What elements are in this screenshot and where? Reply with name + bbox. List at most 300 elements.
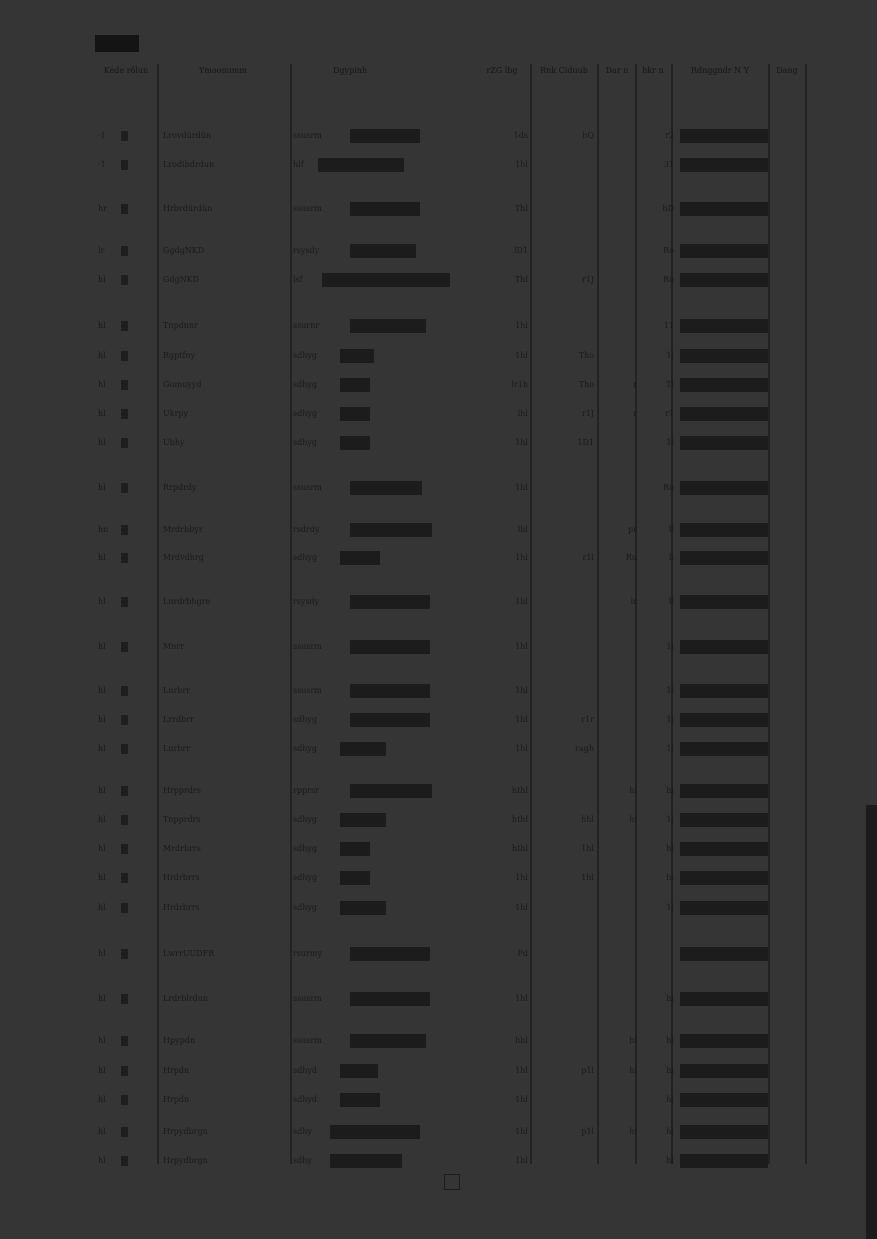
row-name: Lrodibdrdun — [163, 160, 215, 169]
row-name: Lnrbrr — [163, 744, 191, 753]
table-row[interactable] — [0, 710, 877, 730]
row-file: sdhyg — [293, 844, 318, 853]
file-bar — [350, 640, 430, 654]
row-name: Lrovdúrdün — [163, 131, 211, 140]
row-file: ssusrm — [293, 131, 322, 140]
row-b: r2 — [665, 131, 674, 140]
status-bar — [680, 742, 768, 756]
row-file: rsdrdy — [293, 525, 320, 534]
file-bar — [340, 901, 386, 915]
status-bar — [680, 713, 768, 727]
row-name: Hrpdn — [163, 1095, 190, 1104]
row-a: Ru — [625, 553, 637, 562]
row-b: 1l — [666, 642, 674, 651]
row-size: hthl — [511, 844, 528, 853]
row-size: 1hl — [515, 351, 528, 360]
row-date: p1l — [581, 1127, 594, 1136]
table-row[interactable] — [0, 592, 877, 612]
row-checkbox[interactable] — [121, 815, 128, 825]
row-size: 1ds — [513, 131, 528, 140]
row-size: Thl — [514, 204, 528, 213]
row-size: 1hl — [515, 1095, 528, 1104]
row-date: r1J — [581, 275, 594, 284]
row-checkbox[interactable] — [121, 1066, 128, 1076]
row-name: Mrdrbrrs — [163, 844, 201, 853]
table-row[interactable] — [0, 898, 877, 918]
status-bar — [680, 319, 768, 333]
row-checkbox[interactable] — [121, 525, 128, 535]
status-bar — [680, 1064, 768, 1078]
row-index: hl — [98, 994, 106, 1003]
status-bar — [680, 378, 768, 392]
row-checkbox[interactable] — [121, 275, 128, 285]
row-size: 1hl — [515, 903, 528, 912]
row-b: Ro — [663, 275, 674, 284]
row-b: 1l — [666, 903, 674, 912]
header-size: rZG lbg — [486, 66, 518, 75]
row-index: hl — [98, 1095, 106, 1104]
row-b: hl — [666, 873, 674, 882]
file-bar — [340, 813, 386, 827]
row-b: 1l — [666, 351, 674, 360]
row-file: ssusrm — [293, 204, 322, 213]
row-index: ·1 — [98, 131, 106, 140]
row-checkbox[interactable] — [121, 553, 128, 563]
table-row[interactable] — [0, 868, 877, 888]
row-file: lsf — [293, 275, 303, 284]
row-a: hl — [629, 1127, 637, 1136]
row-b: hl — [666, 1127, 674, 1136]
row-b: 1l — [666, 715, 674, 724]
table-row[interactable] — [0, 1090, 877, 1110]
row-size: 1hl — [515, 873, 528, 882]
row-size: 1hl — [515, 1127, 528, 1136]
row-a: hl — [629, 786, 637, 795]
table-row[interactable] — [0, 1122, 877, 1142]
status-bar — [680, 784, 768, 798]
row-index: lr — [98, 246, 105, 255]
header-name: Ymoonumm — [199, 66, 247, 75]
row-size: hthl — [511, 815, 528, 824]
row-b: Tl — [666, 380, 674, 389]
table-row[interactable] — [0, 1031, 877, 1051]
row-name: Hrbrdúrdün — [163, 204, 213, 213]
row-file: sdhyg — [293, 815, 318, 824]
table-row[interactable] — [0, 375, 877, 395]
status-bar — [680, 551, 768, 565]
row-checkbox[interactable] — [121, 1036, 128, 1046]
row-index: hl — [98, 1127, 106, 1136]
status-bar — [680, 595, 768, 609]
status-bar — [680, 523, 768, 537]
table-row[interactable] — [0, 781, 877, 801]
row-a: hl — [629, 1036, 637, 1045]
row-name: Hrpydbrgn — [163, 1127, 208, 1136]
row-index: hl — [98, 597, 106, 606]
file-bar — [340, 551, 380, 565]
row-name: Tnpprdrs — [163, 815, 201, 824]
row-index: hl — [98, 949, 106, 958]
row-checkbox[interactable] — [121, 1156, 128, 1166]
file-bar — [350, 129, 420, 143]
file-bar — [350, 713, 430, 727]
row-name: Rgptfny — [163, 351, 196, 360]
row-file: sdhyd — [293, 1095, 318, 1104]
status-bar — [680, 202, 768, 216]
row-size: lhl — [517, 409, 528, 418]
row-name: Hrdrbrrs — [163, 873, 200, 882]
row-checkbox[interactable] — [121, 844, 128, 854]
header-b: hkr n — [642, 66, 664, 75]
row-checkbox[interactable] — [121, 409, 128, 419]
row-checkbox[interactable] — [121, 1095, 128, 1105]
status-bar — [680, 1034, 768, 1048]
row-size: 1hl — [515, 686, 528, 695]
status-bar — [680, 640, 768, 654]
status-bar — [680, 1154, 768, 1168]
row-file: sdhyg — [293, 553, 318, 562]
row-file: ssurnr — [293, 321, 320, 330]
table-row[interactable] — [0, 637, 877, 657]
row-name: Lrrdbrr — [163, 715, 194, 724]
row-index: hl — [98, 321, 106, 330]
row-file: ssusrm — [293, 686, 322, 695]
table-row[interactable] — [0, 548, 877, 568]
row-size: 1hl — [515, 1156, 528, 1165]
row-b: hl — [666, 1156, 674, 1165]
file-bar — [350, 523, 432, 537]
status-bar — [680, 273, 768, 287]
file-bar — [340, 742, 386, 756]
row-a: lr — [630, 597, 637, 606]
row-index: hl — [98, 873, 106, 882]
file-bar — [340, 349, 374, 363]
table-row[interactable] — [0, 839, 877, 859]
file-bar — [340, 1064, 378, 1078]
row-size: 1hl — [515, 438, 528, 447]
row-file: sdhyg — [293, 873, 318, 882]
file-bar — [350, 1034, 426, 1048]
table-row[interactable] — [0, 739, 877, 759]
row-size: lr1h — [511, 380, 528, 389]
file-bar — [350, 244, 416, 258]
row-size: 1hl — [515, 321, 528, 330]
row-index: hl — [98, 642, 106, 651]
row-checkbox[interactable] — [121, 642, 128, 652]
row-file: sdhyd — [293, 1066, 318, 1075]
row-index: hl — [98, 438, 106, 447]
file-bar — [330, 1125, 420, 1139]
row-checkbox[interactable] — [121, 483, 128, 493]
row-name: Mrdrbbyr — [163, 525, 203, 534]
file-bar — [340, 1093, 380, 1107]
row-index: hl — [98, 483, 106, 492]
row-a: hl — [629, 1066, 637, 1075]
row-checkbox[interactable] — [121, 351, 128, 361]
file-bar — [350, 992, 430, 1006]
row-index: hl — [98, 715, 106, 724]
status-bar — [680, 1125, 768, 1139]
file-bar — [350, 481, 422, 495]
status-bar — [680, 992, 768, 1006]
table-row[interactable] — [0, 270, 877, 290]
row-a: pr — [628, 525, 637, 534]
header-a: Dar n — [605, 66, 629, 75]
row-index: hl — [98, 409, 106, 418]
row-index: hl — [98, 1066, 106, 1075]
row-size: 1hl — [515, 994, 528, 1003]
status-bar — [680, 158, 768, 172]
row-date: r1J — [581, 409, 594, 418]
row-name: Hrdrbrrs — [163, 903, 200, 912]
row-name: GdgNKD — [163, 275, 200, 284]
row-size: 1hl — [515, 715, 528, 724]
header-flag: Dang — [776, 66, 798, 75]
status-bar — [680, 901, 768, 915]
row-checkbox[interactable] — [121, 686, 128, 696]
row-checkbox[interactable] — [121, 380, 128, 390]
row-date: 1hl — [581, 844, 594, 853]
row-checkbox[interactable] — [121, 321, 128, 331]
row-checkbox[interactable] — [121, 438, 128, 448]
row-checkbox[interactable] — [121, 715, 128, 725]
row-file: rsysdy — [293, 246, 320, 255]
table-row[interactable] — [0, 433, 877, 453]
page-number — [444, 1174, 460, 1190]
status-bar — [680, 947, 768, 961]
row-file: ssusrm — [293, 642, 322, 651]
table-row[interactable] — [0, 989, 877, 1009]
table-row[interactable] — [0, 944, 877, 964]
row-size: Pd — [517, 949, 528, 958]
table-row[interactable] — [0, 681, 877, 701]
status-bar — [680, 481, 768, 495]
row-checkbox[interactable] — [121, 246, 128, 256]
file-bar — [350, 684, 430, 698]
table-row[interactable] — [0, 241, 877, 261]
row-index: hl — [98, 275, 106, 284]
row-file: ssusrm — [293, 994, 322, 1003]
row-name: Gumuyyd — [163, 380, 202, 389]
file-bar — [350, 202, 420, 216]
row-size: 1hl — [515, 160, 528, 169]
row-checkbox[interactable] — [121, 949, 128, 959]
row-checkbox[interactable] — [121, 786, 128, 796]
row-b: ll — [668, 553, 674, 562]
row-date: Tho — [578, 380, 594, 389]
row-date: hhl — [581, 815, 594, 824]
status-bar — [680, 813, 768, 827]
row-checkbox[interactable] — [121, 160, 128, 170]
file-bar — [340, 378, 370, 392]
row-name: Ubhy — [163, 438, 185, 447]
table-row[interactable] — [0, 126, 877, 146]
row-checkbox[interactable] — [121, 994, 128, 1004]
status-bar — [680, 436, 768, 450]
row-index: hl — [98, 844, 106, 853]
section-tag — [95, 35, 139, 52]
row-name: Hrpydbrgn — [163, 1156, 208, 1165]
row-date: hQ — [582, 131, 594, 140]
row-checkbox[interactable] — [121, 903, 128, 913]
row-size: hthl — [511, 786, 528, 795]
row-name: Rrpdrdy — [163, 483, 197, 492]
row-name: Mrdvdhrg — [163, 553, 204, 562]
table-row[interactable] — [0, 155, 877, 175]
row-size: hhl — [515, 1036, 528, 1045]
row-date: r1r — [581, 715, 594, 724]
row-index: hl — [98, 903, 106, 912]
table-row[interactable] — [0, 199, 877, 219]
file-bar — [340, 407, 370, 421]
row-index: hl — [98, 351, 106, 360]
file-bar — [340, 871, 370, 885]
row-size: 1hl — [515, 553, 528, 562]
table-row[interactable] — [0, 810, 877, 830]
header-file: Dgypinh — [332, 66, 368, 75]
row-date: ragh — [575, 744, 594, 753]
file-bar — [340, 842, 370, 856]
row-a: r — [633, 380, 637, 389]
row-index: hn — [98, 525, 109, 534]
row-b: 11 — [663, 321, 674, 330]
status-bar — [680, 244, 768, 258]
row-file: sdhyg — [293, 438, 318, 447]
row-file: rsurmy — [293, 949, 323, 958]
row-file: ssusrm — [293, 1036, 322, 1045]
status-bar — [680, 684, 768, 698]
file-bar — [340, 436, 370, 450]
row-name: Lrdrblrdun — [163, 994, 209, 1003]
row-size: 1hl — [515, 642, 528, 651]
row-b: 1l — [666, 438, 674, 447]
row-name: Hrpprdrs — [163, 786, 201, 795]
row-size: 1hl — [515, 483, 528, 492]
row-size: 1hl — [515, 744, 528, 753]
row-checkbox[interactable] — [121, 597, 128, 607]
row-b: Ro — [663, 246, 674, 255]
row-file: ssusrm — [293, 483, 322, 492]
row-file: rsysdy — [293, 597, 320, 606]
row-name: Hrpdn — [163, 1066, 190, 1075]
table-row[interactable] — [0, 346, 877, 366]
table-row[interactable] — [0, 316, 877, 336]
row-index: hl — [98, 1156, 106, 1165]
file-bar — [330, 1154, 402, 1168]
row-name: LwrrUUDFR — [163, 949, 215, 958]
row-b: hl — [666, 1066, 674, 1075]
row-name: Ukrpy — [163, 409, 189, 418]
row-size: 1hl — [515, 597, 528, 606]
row-index: hl — [98, 380, 106, 389]
row-name: Lnrbrr — [163, 686, 191, 695]
row-checkbox[interactable] — [121, 744, 128, 754]
row-b: 31 — [663, 160, 674, 169]
row-date: r1l — [582, 553, 594, 562]
row-a: hl — [629, 815, 637, 824]
row-date: 1hl — [581, 873, 594, 882]
table-row[interactable] — [0, 1061, 877, 1081]
row-name: GgdgNKD — [163, 246, 205, 255]
status-bar — [680, 129, 768, 143]
row-b: 1l — [666, 744, 674, 753]
file-bar — [350, 319, 426, 333]
row-date: 1D1 — [577, 438, 594, 447]
row-index: ·1 — [98, 160, 106, 169]
status-bar — [680, 842, 768, 856]
row-checkbox[interactable] — [121, 1127, 128, 1137]
row-index: hr — [98, 204, 107, 213]
row-b: r1 — [665, 409, 674, 418]
row-file: sdhyg — [293, 715, 318, 724]
row-file: sdhyg — [293, 409, 318, 418]
row-name: Hpypdn — [163, 1036, 196, 1045]
row-b: 1l — [666, 815, 674, 824]
row-file: sdhyg — [293, 903, 318, 912]
row-checkbox[interactable] — [121, 131, 128, 141]
row-file: rpprsr — [293, 786, 319, 795]
row-name: Lnrdrbhgre — [163, 597, 211, 606]
row-size: lhl — [517, 525, 528, 534]
row-b: 1l — [666, 686, 674, 695]
file-bar — [350, 595, 430, 609]
file-bar — [318, 158, 404, 172]
row-b: hl — [666, 786, 674, 795]
status-bar — [680, 1093, 768, 1107]
row-b: ll — [668, 525, 674, 534]
row-name: Mnrr — [163, 642, 184, 651]
row-b: hl — [666, 1095, 674, 1104]
row-file: sdhyg — [293, 351, 318, 360]
row-name: Tnpdnnr — [163, 321, 198, 330]
row-index: hl — [98, 815, 106, 824]
row-b: hl — [666, 844, 674, 853]
file-bar — [350, 947, 430, 961]
file-bar — [350, 784, 432, 798]
row-file: sdhyg — [293, 380, 318, 389]
header-date: Rnk Ciduub — [540, 66, 588, 75]
table-row[interactable] — [0, 1151, 877, 1171]
row-b: hD — [662, 204, 674, 213]
table-row[interactable] — [0, 404, 877, 424]
row-index: hl — [98, 686, 106, 695]
status-bar — [680, 349, 768, 363]
row-b: Ro — [663, 483, 674, 492]
row-size: Thl — [514, 275, 528, 284]
table-row[interactable] — [0, 520, 877, 540]
row-a: r — [633, 409, 637, 418]
row-file: hlf — [293, 160, 304, 169]
row-file: sdhy — [293, 1127, 312, 1136]
row-size: 1hl — [515, 1066, 528, 1075]
status-bar — [680, 407, 768, 421]
row-checkbox[interactable] — [121, 204, 128, 214]
row-index: hl — [98, 553, 106, 562]
row-checkbox[interactable] — [121, 873, 128, 883]
row-index: hl — [98, 1036, 106, 1045]
header-status: Rdnggndr N Y — [690, 66, 749, 75]
table-row[interactable] — [0, 478, 877, 498]
row-file: sdhy — [293, 1156, 312, 1165]
row-date: Tho — [578, 351, 594, 360]
row-b: hl — [666, 994, 674, 1003]
row-size: lD1 — [513, 246, 528, 255]
file-bar — [322, 273, 450, 287]
row-date: p1l — [581, 1066, 594, 1075]
row-b: ll — [668, 597, 674, 606]
status-bar — [680, 871, 768, 885]
row-file: sdhyg — [293, 744, 318, 753]
